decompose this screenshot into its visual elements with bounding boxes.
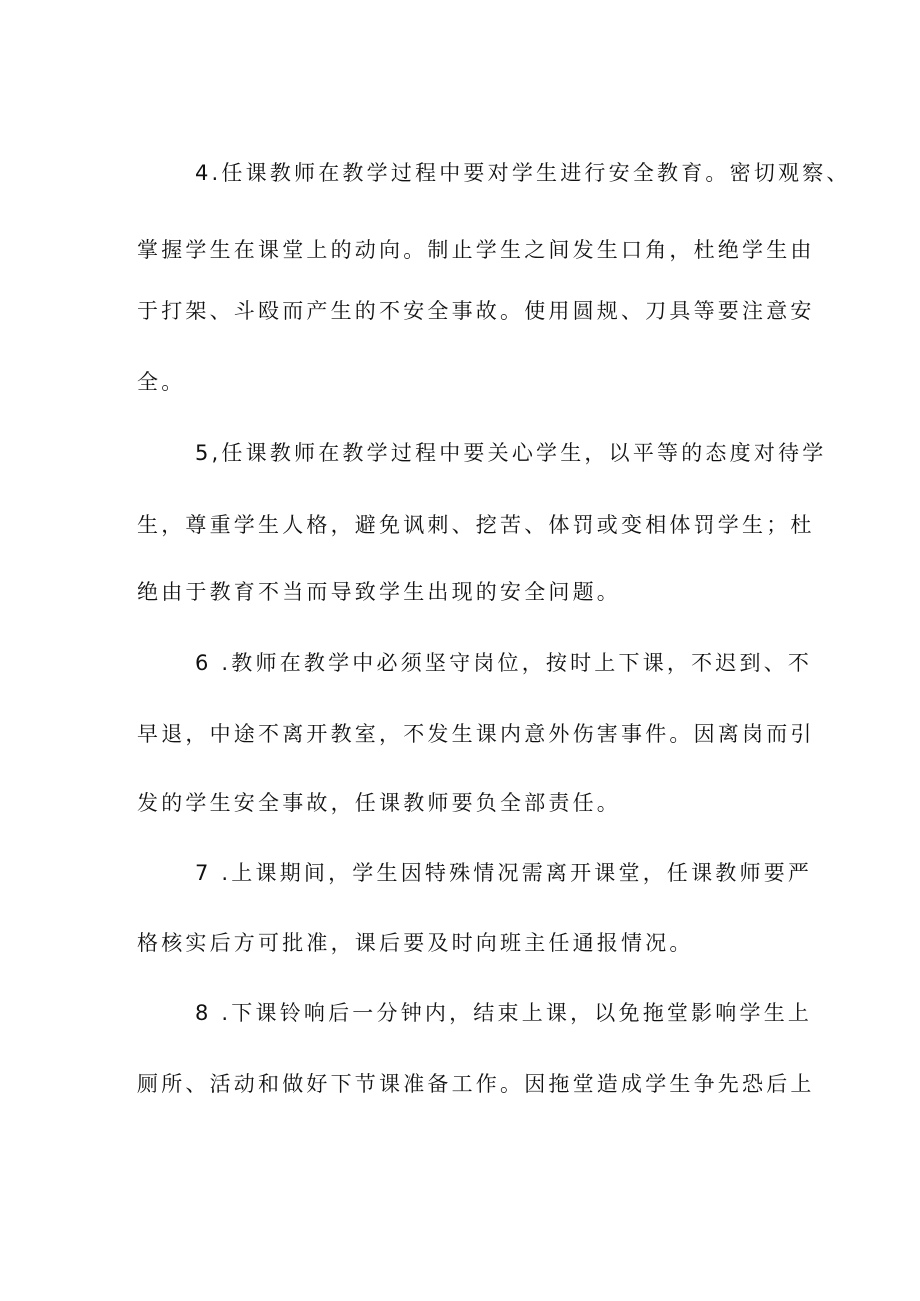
paragraph-4-line-1: 4.任课教师在教学过程中要对学生进行安全教育。密切观察、 bbox=[195, 161, 851, 185]
paragraph-5-line-2: 生，尊重学生人格，避免讽刺、挖苦、体罚或变相体罚学生；杜 bbox=[137, 513, 815, 537]
paragraph-4-line-3: 于打架、斗殴而产生的不安全事故。使用圆规、刀具等要注意安 bbox=[137, 299, 815, 323]
paragraph-8-line-2: 厕所、活动和做好下节课准备工作。因拖堂造成学生争先恐后上 bbox=[137, 1072, 815, 1096]
paragraph-6-line-1: 6 .教师在教学中必须坚守岗位，按时上下课，不迟到、不 bbox=[195, 651, 813, 675]
paragraph-8-line-1: 8 .下课铃响后一分钟内，结束上课，以免拖堂影响学生上 bbox=[195, 1001, 813, 1025]
paragraph-7-line-1: 7 .上课期间，学生因特殊情况需离开课堂，任课教师要严 bbox=[195, 861, 813, 885]
paragraph-6-line-3: 发的学生安全事故，任课教师要负全部责任。 bbox=[137, 791, 621, 815]
paragraph-5-line-3: 绝由于教育不当而导致学生出现的安全问题。 bbox=[137, 580, 621, 604]
paragraph-6-line-2: 早退，中途不离开教室，不发生课内意外伤害事件。因离岗而引 bbox=[137, 722, 815, 746]
paragraph-4-line-2: 掌握学生在课堂上的动向。制止学生之间发生口角，杜绝学生由 bbox=[137, 238, 815, 262]
paragraph-4-line-4: 全。 bbox=[137, 370, 186, 394]
paragraph-7-line-2: 格核实后方可批准，课后要及时向班主任通报情况。 bbox=[137, 931, 694, 955]
paragraph-5-line-1: 5,任课教师在教学过程中要关心学生，以平等的态度对待学 bbox=[195, 441, 827, 465]
